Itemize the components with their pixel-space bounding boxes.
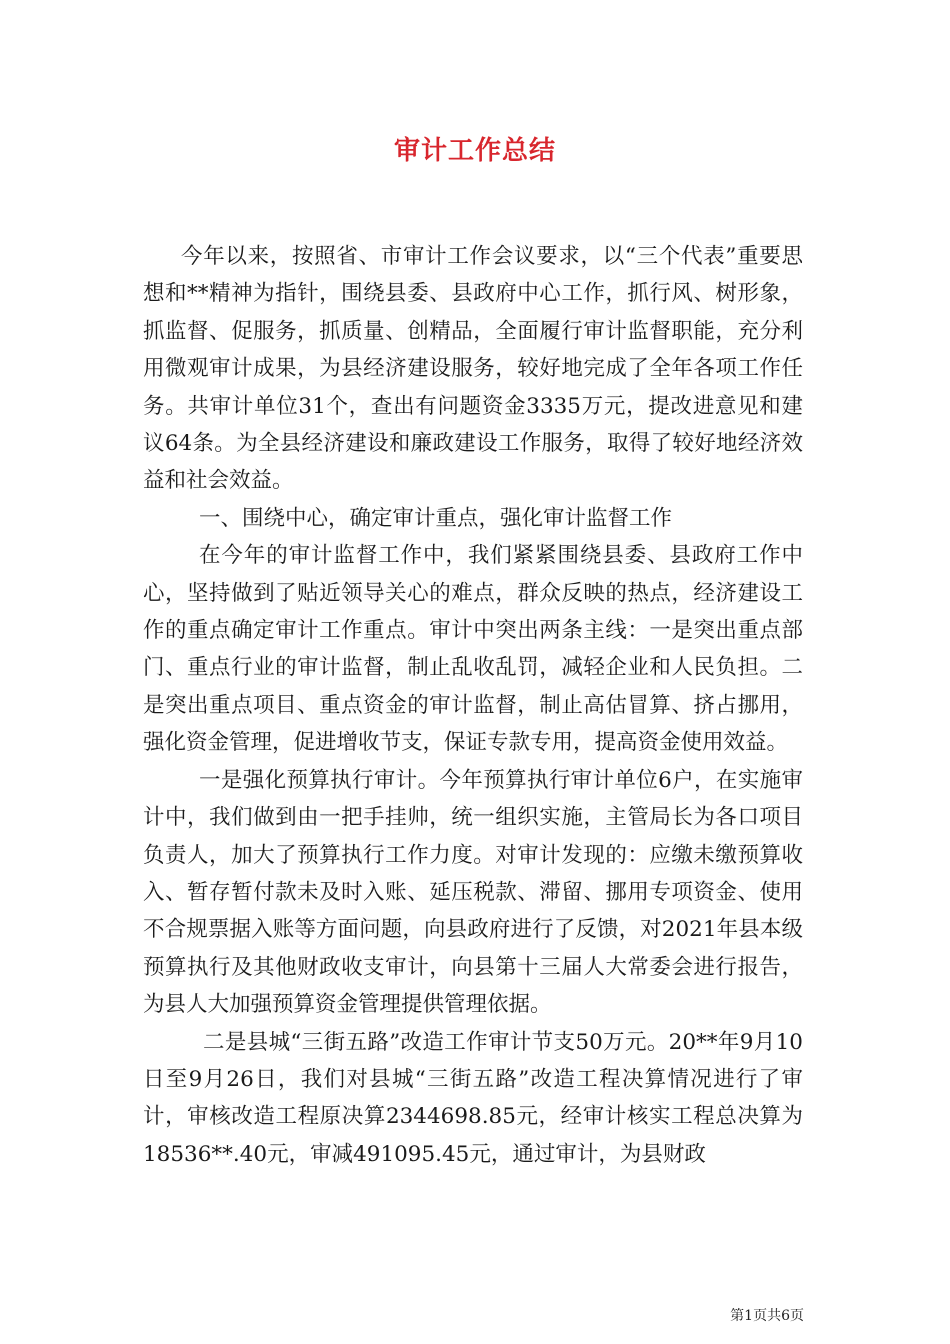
document-title: 审计工作总结	[393, 136, 556, 166]
page-number: 第1页共6页	[730, 1308, 804, 1324]
paragraph-section-1: 在今年的审计监督工作中，我们紧紧围绕县委、县政府工作中心，坚持做到了贴近领导关心的难点，群众反映的热点，经济建设工作的重点确定审计工作重点。审计中突出两条主线：一是突出重点部门、重点行业的审计监督，制止乱收乱罚，减轻企业和人民负担。二是突出重点项目、重点资金的审计监督，制止高估冒算、挤占挪用，强化资金管理，促进增收节支，保证专款专用，提高资金使用效益。	[143, 543, 803, 756]
document-body	[143, 238, 803, 1173]
paragraph-budget-audit: 一是强化预算执行审计。今年预算执行审计单位6户，在实施审计中，我们做到由一把手挂帅，统一组织实施，主管局长为各口项目负责人，加大了预算执行工作力度。对审计发现的：应缴未缴预算收入、暂存暂付款未及时入账、延压税款、滞留、挪用专项资金、使用不合规票据入账等方面问题，向县政府进行了反馈，对2021年县本级预算执行及其他财政收支审计，向县第十三届人大常委会进行报告，为县人大加强预算资金管理提供管理依据。	[143, 767, 803, 1018]
section-heading-1: 一、围绕中心，确定审计重点，强化审计监督工作	[199, 505, 673, 531]
paragraph-intro: 今年以来，按照省、市审计工作会议要求，以“三个代表”重要思想和**精神为指针，围绕县委、县政府中心工作，抓行风、树形象，抓监督、促服务，抓质量、创精品，全面履行审计监督职能，充分利用微观审计成果，为县经济建设服务，较好地完成了全年各项工作任务。共审计单位31个，查出有问题资金3335万元，提改进意见和建议64条。为全县经济建设和廉政建设工作服务，取得了较好地经济效益和社会效益。	[143, 244, 803, 494]
paragraph-road-audit: 二是县城“三街五路”改造工作审计节支50万元。20**年9月10日至9月26日，我们对县城“三街五路”改造工程决算情况进行了审计，审核改造工程原决算2344698.85元，经审计核实工程总决算为18536**.40元，审减491095.45元，通过审计，为县财政	[143, 1029, 803, 1167]
